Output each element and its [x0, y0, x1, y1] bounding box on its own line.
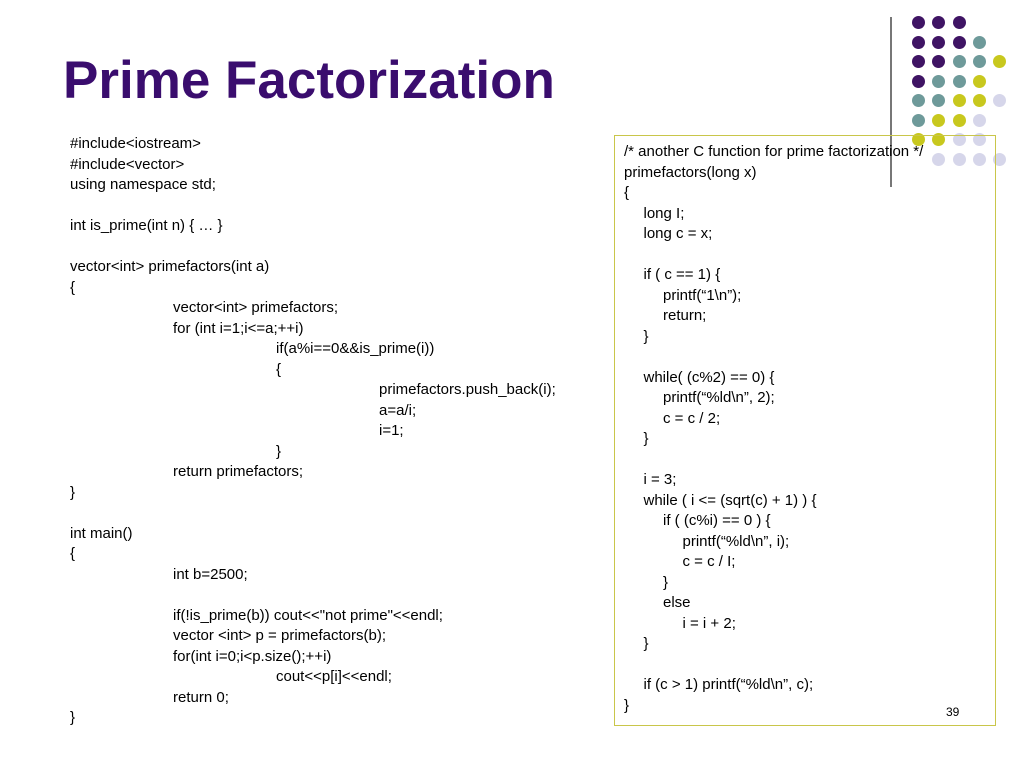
code-line: printf(“%ld\n”, 2); — [663, 389, 775, 406]
code-line: for (int i=1;i<=a;++i) — [173, 319, 304, 337]
decorative-dot — [953, 55, 966, 68]
decorative-dot — [932, 36, 945, 49]
decorative-dot — [973, 75, 986, 88]
decorative-dot — [993, 55, 1006, 68]
code-line: return primefactors; — [173, 463, 304, 480]
decorative-dot — [993, 94, 1006, 107]
code-line: while ( i <= (sqrt(c) + 1) ) { — [643, 491, 817, 509]
code-line: int main() — [70, 524, 133, 542]
code-line: if (c > 1) printf(“%ld\n”, c); — [643, 676, 814, 693]
decorative-dot — [932, 114, 945, 127]
code-line: } — [643, 635, 649, 652]
code-line — [624, 245, 923, 266]
decorative-dot — [932, 75, 945, 88]
code-line: /* another C function for prime factorization */ — [624, 143, 924, 160]
code-line: cout<<p[i]<<endl; — [276, 668, 392, 685]
decorative-dot — [953, 16, 966, 29]
decorative-dot — [912, 75, 925, 88]
decorative-dot — [973, 55, 986, 68]
code-line: vector<int> primefactors(int a) — [70, 258, 270, 275]
code-line: { — [624, 184, 630, 201]
code-line: primefactors(long x) — [624, 163, 757, 181]
decorative-dot — [912, 114, 925, 127]
decorative-dot — [953, 94, 966, 107]
decorative-dot — [932, 55, 945, 68]
decorative-dot — [973, 36, 986, 49]
code-line — [624, 450, 923, 471]
code-line: using namespace std; — [70, 176, 216, 193]
decorative-dot — [912, 36, 925, 49]
code-line: { — [70, 545, 76, 562]
code-line: for(int i=0;i<p.size();++i) — [173, 647, 332, 665]
decorative-dot — [953, 75, 966, 88]
code-line: } — [70, 483, 76, 501]
slide-number: 39 — [946, 705, 960, 719]
code-line — [70, 237, 556, 258]
code-line: else — [663, 594, 691, 611]
code-line: if(a%i==0&&is_prime(i)) — [276, 340, 435, 357]
code-line — [70, 196, 556, 217]
code-line: return; — [663, 307, 707, 324]
decorative-dot — [932, 94, 945, 107]
code-line — [624, 347, 923, 368]
code-line: primefactors.push_back(i); — [379, 381, 556, 398]
code-line: } — [624, 696, 630, 714]
cpp-code-listing — [70, 134, 556, 729]
code-line: i = i + 2; — [682, 614, 736, 632]
decorative-dot — [973, 114, 986, 127]
decorative-dot — [953, 36, 966, 49]
code-line: { — [276, 360, 282, 378]
code-line: } — [70, 709, 76, 726]
code-line: if ( c == 1) { — [643, 266, 721, 283]
code-line: } — [276, 442, 282, 460]
code-line: a=a/i; — [379, 401, 417, 419]
slide-title: Prime Factorization — [63, 51, 555, 110]
code-line: } — [663, 573, 669, 591]
code-line: long c = x; — [643, 225, 713, 242]
code-line: return 0; — [173, 688, 229, 706]
code-line: vector<int> primefactors; — [173, 299, 339, 316]
code-line: if(!is_prime(b)) cout<<"not prime"<<endl; — [173, 606, 443, 624]
code-line: c = c / 2; — [663, 409, 721, 427]
code-line: { — [70, 278, 76, 296]
code-line: #include<iostream> — [70, 135, 201, 152]
decorative-dot — [973, 94, 986, 107]
code-line: while( (c%2) == 0) { — [643, 368, 775, 386]
c-code-listing — [624, 142, 923, 716]
code-line: int b=2500; — [173, 565, 248, 583]
code-line: i = 3; — [643, 471, 677, 488]
code-line: int is_prime(int n) { … } — [70, 217, 223, 234]
code-line: printf(“1\n”); — [663, 286, 742, 304]
code-line — [70, 585, 556, 606]
decorative-dot — [912, 16, 925, 29]
code-line: i=1; — [379, 422, 404, 439]
code-line — [624, 655, 923, 676]
decorative-dot — [912, 94, 925, 107]
code-line — [70, 503, 556, 524]
code-line: if ( (c%i) == 0 ) { — [663, 512, 771, 529]
code-line: printf(“%ld\n”, i); — [682, 532, 790, 550]
code-line: } — [643, 327, 649, 345]
code-line: long I; — [643, 204, 685, 222]
decorative-dot — [932, 16, 945, 29]
code-line: vector <int> p = primefactors(b); — [173, 627, 387, 644]
code-line: #include<vector> — [70, 155, 185, 173]
decorative-dot — [953, 114, 966, 127]
code-line: c = c / I; — [682, 553, 736, 570]
decorative-dot — [912, 55, 925, 68]
code-line: } — [643, 430, 649, 447]
